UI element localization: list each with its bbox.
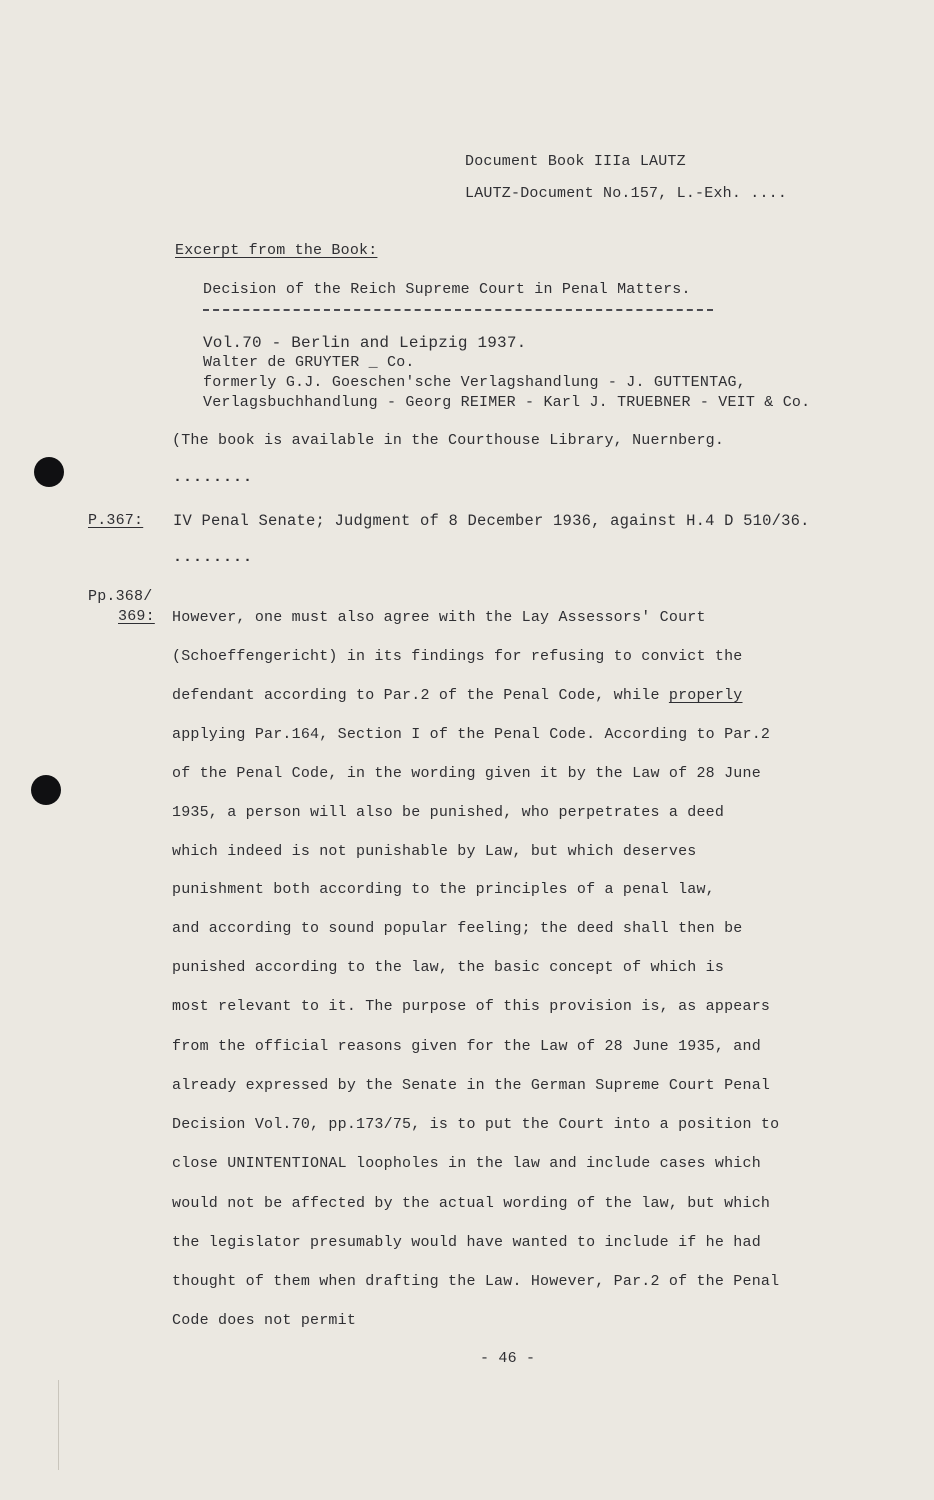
body-line-15: close UNINTENTIONAL loopholes in the law and include cases which bbox=[172, 1155, 761, 1172]
pub-line-4: Verlagsbuchhandlung - Georg REIMER - Karl J. TRUEBNER - VEIT & Co. bbox=[203, 394, 811, 411]
body-line-11: most relevant to it. The purpose of this provision is, as appears bbox=[172, 998, 771, 1015]
pub-line-2: Walter de GRUYTER _ Co. bbox=[203, 354, 415, 371]
body-line-2: (Schoeffengericht) in its findings for refusing to convict the bbox=[172, 648, 743, 665]
body-line-9: and according to sound popular feeling; the deed shall then be bbox=[172, 920, 743, 937]
body-line-3-text: defendant according to Par.2 of the Penal Code, while bbox=[172, 687, 669, 704]
body-line-13: already expressed by the Senate in the German Supreme Court Penal bbox=[172, 1077, 771, 1094]
body-line-18: thought of them when drafting the Law. However, Par.2 of the Penal bbox=[172, 1273, 780, 1290]
body-line-3 bbox=[172, 687, 743, 704]
body-line-8: punishment both according to the principles of a penal law, bbox=[172, 881, 715, 898]
availability-note: (The book is available in the Courthouse Library, Nuernberg. bbox=[172, 432, 725, 449]
body-line-14: Decision Vol.70, pp.173/75, is to put the Court into a position to bbox=[172, 1116, 780, 1133]
section-1-text: IV Penal Senate; Judgment of 8 December 1936, against H.4 D 510/36. bbox=[173, 512, 810, 530]
ellipsis-2: ........ bbox=[173, 549, 254, 566]
body-line-1: However, one must also agree with the Lay Assessors' Court bbox=[172, 609, 706, 626]
body-line-7: which indeed is not punishable by Law, but which deserves bbox=[172, 843, 697, 860]
body-line-10: punished according to the law, the basic concept of which is bbox=[172, 959, 725, 976]
pub-line-3: formerly G.J. Goeschen'sche Verlagshandlung - J. GUTTENTAG, bbox=[203, 374, 746, 391]
punch-hole-top bbox=[34, 457, 64, 487]
margin-mark bbox=[58, 1380, 59, 1470]
body-line-5: of the Penal Code, in the wording given it by the Law of 28 June bbox=[172, 765, 761, 782]
section-ref-369: 369: bbox=[118, 608, 155, 625]
page-number: - 46 - bbox=[480, 1350, 536, 1367]
section-ref-pp368: Pp.368/ bbox=[88, 588, 153, 605]
body-line-4: applying Par.164, Section I of the Penal Code. According to Par.2 bbox=[172, 726, 771, 743]
body-line-17: the legislator presumably would have wanted to include if he had bbox=[172, 1234, 761, 1251]
body-line-6: 1935, a person will also be punished, who perpetrates a deed bbox=[172, 804, 725, 821]
underlined-properly: properly bbox=[668, 687, 743, 704]
section-ref-p367: P.367: bbox=[88, 512, 144, 529]
document-book-label: Document Book IIIa LAUTZ bbox=[465, 153, 686, 170]
body-line-19: Code does not permit bbox=[172, 1312, 357, 1329]
excerpt-heading: Excerpt from the Book: bbox=[175, 242, 378, 259]
pub-line-1: Vol.70 - Berlin and Leipzig 1937. bbox=[203, 334, 527, 352]
ellipsis-1: ........ bbox=[173, 469, 254, 486]
title-divider bbox=[203, 309, 713, 311]
book-title: Decision of the Reich Supreme Court in Penal Matters. bbox=[203, 281, 691, 298]
body-line-16: would not be affected by the actual wording of the law, but which bbox=[172, 1195, 771, 1212]
document-number-label: LAUTZ-Document No.157, L.-Exh. .... bbox=[465, 185, 788, 202]
punch-hole-bottom bbox=[31, 775, 61, 805]
body-line-12: from the official reasons given for the Law of 28 June 1935, and bbox=[172, 1038, 761, 1055]
